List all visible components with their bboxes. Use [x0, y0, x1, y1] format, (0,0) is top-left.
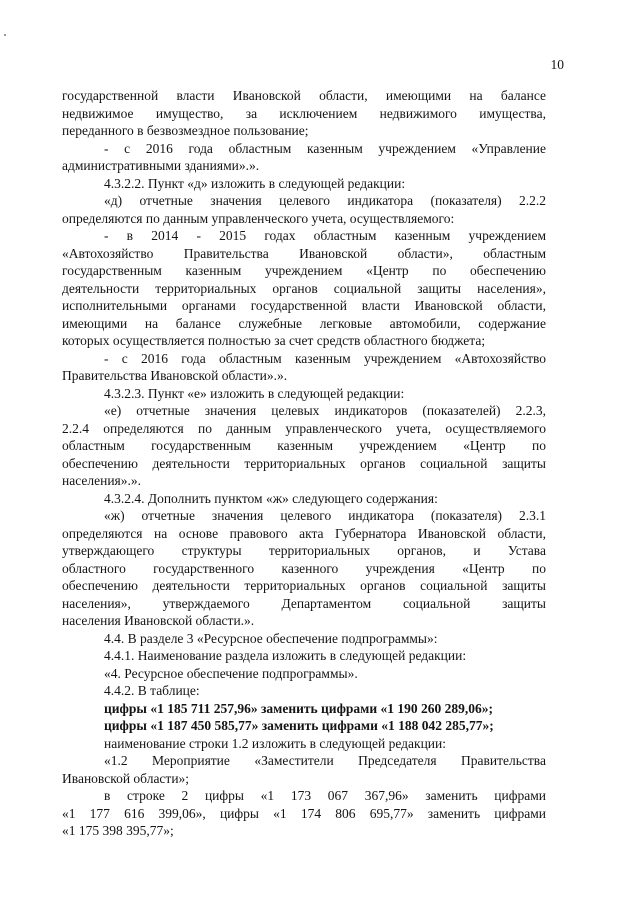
scan-speck	[4, 34, 6, 36]
text-line: 4.4. В разделе 3 «Ресурсное обеспечение подпрограммы»:	[104, 630, 438, 646]
text-line: которых осуществляется полностью за счет средств областного бюджета;	[62, 333, 486, 348]
text-line: населения Ивановской области.».	[62, 613, 255, 628]
text-line: «1 177 616 399,06», цифры «1 174 806 695,77» заменить цифрами	[62, 805, 546, 821]
text-line: областного государственного казенного учреждения «Центр по	[62, 560, 546, 576]
text-line: утверждающего структуры территориальных органов, и Устава	[62, 543, 546, 558]
text-line: наименование строки 1.2 изложить в следующей редакции:	[104, 735, 447, 751]
text-line: определяются на основе правового акта Губернатора Ивановской области,	[62, 525, 546, 541]
text-line: обеспечению деятельности территориальных органов социальной защиты	[62, 578, 546, 593]
text-line: обеспечению деятельности территориальных органов социальной защиты	[62, 455, 546, 471]
text-line: исполнительными органами государственной власти Ивановской области,	[62, 298, 546, 313]
text-line: государственным казенным учреждением «Центр по обеспечению	[62, 263, 546, 278]
text-line: населения», утверждаемого Департаментом социальной защиты	[62, 595, 546, 611]
text-line: «1.2 Мероприятие «Заместители Председателя Правительства	[104, 753, 546, 768]
text-line: недвижимое имущество, за исключением недвижимого имущества,	[62, 105, 546, 121]
page-number: 10	[550, 57, 564, 72]
text-line: - с 2016 года областным казенным учреждением «Автохозяйство	[104, 350, 546, 366]
text-line: в строке 2 цифры «1 173 067 367,96» заменить цифрами	[104, 788, 546, 803]
text-line: государственной власти Ивановской области, имеющими на балансе	[62, 88, 546, 103]
text-line: 2.2.4 определяются по данным управленческого учета, осуществляемого	[62, 420, 546, 436]
text-line: «е) отчетные значения целевых индикаторов (показателей) 2.2.3,	[104, 403, 546, 418]
text-line: цифры «1 187 450 585,77» заменить цифрами «1 188 042 285,77»;	[104, 718, 494, 733]
text-line: 4.3.2.2. Пункт «д» изложить в следующей редакции:	[104, 175, 406, 191]
text-line: населения».».	[62, 473, 142, 488]
text-line: «Автохозяйство Правительства Ивановской области», областным	[62, 245, 546, 261]
text-line: 4.3.2.4. Дополнить пунктом «ж» следующего содержания:	[104, 490, 438, 506]
document-body	[62, 87, 546, 840]
text-line: Ивановской области»;	[62, 770, 190, 786]
text-line: определяются по данным управленческого учета, осуществляемого:	[62, 210, 455, 226]
text-line: «ж) отчетные значения целевого индикатора (показателя) 2.3.1	[104, 508, 546, 523]
text-line: - в 2014 - 2015 годах областным казенным учреждением	[104, 228, 546, 243]
text-line: «4. Ресурсное обеспечение подпрограммы».	[104, 665, 358, 681]
text-line: «1 175 398 395,77»;	[62, 823, 174, 838]
text-line: - с 2016 года областным казенным учреждением «Управление	[104, 140, 546, 156]
text-line: 4.4.2. В таблице:	[104, 683, 200, 698]
text-line: Правительства Ивановской области».».	[62, 368, 288, 383]
text-line: областным государственным казенным учреждением «Центр по	[62, 438, 546, 453]
text-line: 4.4.1. Наименование раздела изложить в следующей редакции:	[104, 648, 467, 663]
text-line: деятельности территориальных органов социальной защиты населения»,	[62, 280, 546, 296]
text-line: административными зданиями».».	[62, 158, 260, 173]
text-line: 4.3.2.3. Пункт «е» изложить в следующей редакции:	[104, 385, 405, 401]
text-line: имеющими на балансе служебные легковые автомобили, содержание	[62, 315, 546, 331]
text-line: переданного в безвозмездное пользование;	[62, 123, 309, 138]
text-line: цифры «1 185 711 257,96» заменить цифрами «1 190 260 289,06»;	[104, 700, 494, 716]
text-line: «д) отчетные значения целевого индикатора (показателя) 2.2.2	[104, 193, 546, 208]
